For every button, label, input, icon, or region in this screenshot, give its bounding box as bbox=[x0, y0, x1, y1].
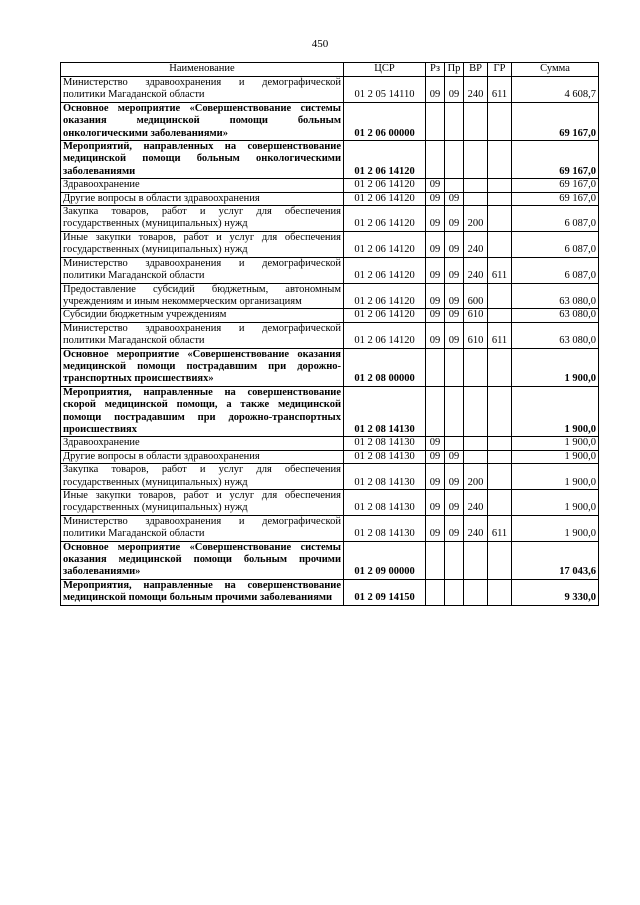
row-sum-cell: 9 330,0 bbox=[512, 579, 599, 605]
header-csr: ЦСР bbox=[344, 63, 426, 77]
row-sum-cell: 6 087,0 bbox=[512, 257, 599, 283]
row-gr-cell: 611 bbox=[488, 257, 512, 283]
row-vr-cell bbox=[464, 541, 488, 579]
row-csr-cell: 01 2 06 14120 bbox=[344, 283, 426, 309]
row-name-cell: Другие вопросы в области здравоохранения bbox=[61, 192, 344, 205]
row-pr-cell bbox=[445, 179, 464, 192]
row-name-cell: Министерство здравоохранения и демографической политики Магаданской области bbox=[61, 257, 344, 283]
row-pr-cell bbox=[445, 102, 464, 140]
row-vr-cell bbox=[464, 179, 488, 192]
table-row bbox=[61, 231, 599, 257]
row-pr-cell bbox=[445, 348, 464, 386]
row-sum-cell: 63 080,0 bbox=[512, 322, 599, 348]
row-sum-cell: 69 167,0 bbox=[512, 141, 599, 179]
row-csr-cell: 01 2 08 14130 bbox=[344, 515, 426, 541]
row-name-cell: Министерство здравоохранения и демографической политики Магаданской области bbox=[61, 515, 344, 541]
table-row bbox=[61, 309, 599, 322]
row-csr-cell: 01 2 06 14120 bbox=[344, 141, 426, 179]
row-csr-cell: 01 2 06 14120 bbox=[344, 309, 426, 322]
row-vr-cell: 200 bbox=[464, 206, 488, 232]
row-gr-cell: 611 bbox=[488, 322, 512, 348]
row-vr-cell bbox=[464, 386, 488, 437]
row-sum-cell: 69 167,0 bbox=[512, 192, 599, 205]
row-vr-cell bbox=[464, 579, 488, 605]
row-rz-cell bbox=[426, 579, 445, 605]
header-rz: Рз bbox=[426, 63, 445, 77]
table-row bbox=[61, 141, 599, 179]
row-csr-cell: 01 2 09 14150 bbox=[344, 579, 426, 605]
row-sum-cell: 1 900,0 bbox=[512, 437, 599, 450]
row-sum-cell: 1 900,0 bbox=[512, 348, 599, 386]
row-gr-cell bbox=[488, 141, 512, 179]
row-csr-cell: 01 2 06 14120 bbox=[344, 179, 426, 192]
row-sum-cell: 1 900,0 bbox=[512, 515, 599, 541]
table-header-row bbox=[61, 63, 599, 77]
row-vr-cell: 240 bbox=[464, 515, 488, 541]
row-gr-cell bbox=[488, 206, 512, 232]
row-name-cell: Мероприятия, направленные на совершенствование медицинской помощи больным прочими заболеваниями bbox=[61, 579, 344, 605]
row-sum-cell: 1 900,0 bbox=[512, 464, 599, 490]
row-rz-cell: 09 bbox=[426, 231, 445, 257]
row-name-cell: Закупка товаров, работ и услуг для обеспечения государственных (муниципальных) нужд bbox=[61, 464, 344, 490]
table-row bbox=[61, 579, 599, 605]
row-gr-cell: 611 bbox=[488, 77, 512, 103]
row-name-cell: Закупка товаров, работ и услуг для обеспечения государственных (муниципальных) нужд bbox=[61, 206, 344, 232]
row-pr-cell: 09 bbox=[445, 464, 464, 490]
row-vr-cell: 240 bbox=[464, 231, 488, 257]
row-rz-cell bbox=[426, 348, 445, 386]
row-name-cell: Другие вопросы в области здравоохранения bbox=[61, 450, 344, 463]
row-pr-cell: 09 bbox=[445, 231, 464, 257]
table-row bbox=[61, 515, 599, 541]
row-gr-cell bbox=[488, 464, 512, 490]
row-csr-cell: 01 2 08 14130 bbox=[344, 490, 426, 516]
row-pr-cell bbox=[445, 141, 464, 179]
row-pr-cell: 09 bbox=[445, 515, 464, 541]
row-name-cell: Здравоохранение bbox=[61, 437, 344, 450]
row-vr-cell bbox=[464, 437, 488, 450]
row-rz-cell: 09 bbox=[426, 309, 445, 322]
row-vr-cell: 240 bbox=[464, 490, 488, 516]
row-pr-cell: 09 bbox=[445, 490, 464, 516]
budget-table bbox=[60, 62, 599, 606]
row-rz-cell: 09 bbox=[426, 515, 445, 541]
header-gr: ГР bbox=[488, 63, 512, 77]
row-sum-cell: 6 087,0 bbox=[512, 206, 599, 232]
row-name-cell: Министерство здравоохранения и демографической политики Магаданской области bbox=[61, 77, 344, 103]
row-gr-cell bbox=[488, 102, 512, 140]
table-row bbox=[61, 206, 599, 232]
row-csr-cell: 01 2 06 14120 bbox=[344, 231, 426, 257]
row-pr-cell: 09 bbox=[445, 192, 464, 205]
row-vr-cell bbox=[464, 192, 488, 205]
row-gr-cell bbox=[488, 541, 512, 579]
row-gr-cell bbox=[488, 309, 512, 322]
row-name-cell: Иные закупки товаров, работ и услуг для обеспечения государственных (муниципальных) нужд bbox=[61, 490, 344, 516]
row-rz-cell: 09 bbox=[426, 179, 445, 192]
row-sum-cell: 69 167,0 bbox=[512, 179, 599, 192]
row-name-cell: Мероприятий, направленных на совершенствование медицинской помощи больным онкологическими заболеваниями bbox=[61, 141, 344, 179]
row-rz-cell bbox=[426, 102, 445, 140]
table-row bbox=[61, 464, 599, 490]
row-csr-cell: 01 2 09 00000 bbox=[344, 541, 426, 579]
row-rz-cell: 09 bbox=[426, 206, 445, 232]
row-csr-cell: 01 2 06 00000 bbox=[344, 102, 426, 140]
row-gr-cell bbox=[488, 231, 512, 257]
row-sum-cell: 63 080,0 bbox=[512, 309, 599, 322]
table-body bbox=[61, 77, 599, 606]
row-csr-cell: 01 2 05 14110 bbox=[344, 77, 426, 103]
row-rz-cell: 09 bbox=[426, 450, 445, 463]
row-pr-cell: 09 bbox=[445, 206, 464, 232]
row-rz-cell bbox=[426, 386, 445, 437]
row-pr-cell bbox=[445, 386, 464, 437]
row-vr-cell bbox=[464, 450, 488, 463]
row-name-cell: Предоставление субсидий бюджетным, автономным учреждениям и иным некоммерческим организациям bbox=[61, 283, 344, 309]
table-row bbox=[61, 77, 599, 103]
row-name-cell: Здравоохранение bbox=[61, 179, 344, 192]
row-csr-cell: 01 2 06 14120 bbox=[344, 206, 426, 232]
row-vr-cell bbox=[464, 102, 488, 140]
row-vr-cell: 240 bbox=[464, 257, 488, 283]
row-pr-cell: 09 bbox=[445, 77, 464, 103]
row-pr-cell bbox=[445, 579, 464, 605]
header-pr: Пр bbox=[445, 63, 464, 77]
table-row bbox=[61, 386, 599, 437]
row-pr-cell: 09 bbox=[445, 309, 464, 322]
row-csr-cell: 01 2 08 00000 bbox=[344, 348, 426, 386]
row-csr-cell: 01 2 08 14130 bbox=[344, 464, 426, 490]
row-vr-cell: 240 bbox=[464, 77, 488, 103]
row-pr-cell: 09 bbox=[445, 283, 464, 309]
row-rz-cell: 09 bbox=[426, 192, 445, 205]
row-pr-cell bbox=[445, 437, 464, 450]
row-sum-cell: 17 043,6 bbox=[512, 541, 599, 579]
header-name: Наименование bbox=[61, 63, 344, 77]
row-pr-cell: 09 bbox=[445, 257, 464, 283]
row-name-cell: Основное мероприятие «Совершенствование системы оказания медицинской помощи больным онкологическими заболеваниями» bbox=[61, 102, 344, 140]
table-row bbox=[61, 490, 599, 516]
row-vr-cell bbox=[464, 348, 488, 386]
table-row bbox=[61, 179, 599, 192]
row-sum-cell: 1 900,0 bbox=[512, 450, 599, 463]
row-gr-cell bbox=[488, 450, 512, 463]
row-rz-cell: 09 bbox=[426, 283, 445, 309]
row-pr-cell: 09 bbox=[445, 450, 464, 463]
row-sum-cell: 1 900,0 bbox=[512, 490, 599, 516]
row-csr-cell: 01 2 06 14120 bbox=[344, 257, 426, 283]
row-rz-cell: 09 bbox=[426, 464, 445, 490]
row-name-cell: Министерство здравоохранения и демографической политики Магаданской области bbox=[61, 322, 344, 348]
row-sum-cell: 4 608,7 bbox=[512, 77, 599, 103]
row-name-cell: Иные закупки товаров, работ и услуг для обеспечения государственных (муниципальных) нужд bbox=[61, 231, 344, 257]
row-rz-cell: 09 bbox=[426, 77, 445, 103]
row-gr-cell bbox=[488, 386, 512, 437]
row-name-cell: Мероприятия, направленные на совершенствование скорой медицинской помощи, а также медицинской помощи пострадавшим при дорожно-транспортных происшествиях bbox=[61, 386, 344, 437]
row-vr-cell: 610 bbox=[464, 309, 488, 322]
row-gr-cell: 611 bbox=[488, 515, 512, 541]
table-row bbox=[61, 348, 599, 386]
row-rz-cell: 09 bbox=[426, 490, 445, 516]
row-gr-cell bbox=[488, 437, 512, 450]
row-rz-cell bbox=[426, 141, 445, 179]
row-name-cell: Основное мероприятие «Совершенствование оказания медицинской помощи пострадавшим при дорожно-транспортных происшествиях» bbox=[61, 348, 344, 386]
header-vr: ВР bbox=[464, 63, 488, 77]
row-gr-cell bbox=[488, 179, 512, 192]
row-vr-cell bbox=[464, 141, 488, 179]
row-gr-cell bbox=[488, 348, 512, 386]
row-csr-cell: 01 2 08 14130 bbox=[344, 450, 426, 463]
table-row bbox=[61, 102, 599, 140]
table-row bbox=[61, 283, 599, 309]
row-rz-cell: 09 bbox=[426, 257, 445, 283]
table-row bbox=[61, 541, 599, 579]
row-sum-cell: 69 167,0 bbox=[512, 102, 599, 140]
row-rz-cell: 09 bbox=[426, 437, 445, 450]
row-pr-cell bbox=[445, 541, 464, 579]
row-csr-cell: 01 2 06 14120 bbox=[344, 192, 426, 205]
row-gr-cell bbox=[488, 192, 512, 205]
table-row bbox=[61, 437, 599, 450]
table-row bbox=[61, 450, 599, 463]
row-sum-cell: 6 087,0 bbox=[512, 231, 599, 257]
row-vr-cell: 200 bbox=[464, 464, 488, 490]
row-csr-cell: 01 2 06 14120 bbox=[344, 322, 426, 348]
header-sum: Сумма bbox=[512, 63, 599, 77]
row-vr-cell: 600 bbox=[464, 283, 488, 309]
page-number: 450 bbox=[311, 38, 329, 50]
row-csr-cell: 01 2 08 14130 bbox=[344, 437, 426, 450]
row-gr-cell bbox=[488, 283, 512, 309]
row-gr-cell bbox=[488, 490, 512, 516]
row-sum-cell: 1 900,0 bbox=[512, 386, 599, 437]
row-name-cell: Субсидии бюджетным учреждениям bbox=[61, 309, 344, 322]
row-sum-cell: 63 080,0 bbox=[512, 283, 599, 309]
row-gr-cell bbox=[488, 579, 512, 605]
row-csr-cell: 01 2 08 14130 bbox=[344, 386, 426, 437]
row-name-cell: Основное мероприятие «Совершенствование системы оказания медицинской помощи больным прочими заболеваниями» bbox=[61, 541, 344, 579]
row-vr-cell: 610 bbox=[464, 322, 488, 348]
table-row bbox=[61, 322, 599, 348]
row-pr-cell: 09 bbox=[445, 322, 464, 348]
table-row bbox=[61, 257, 599, 283]
row-rz-cell bbox=[426, 541, 445, 579]
row-rz-cell: 09 bbox=[426, 322, 445, 348]
table-row bbox=[61, 192, 599, 205]
